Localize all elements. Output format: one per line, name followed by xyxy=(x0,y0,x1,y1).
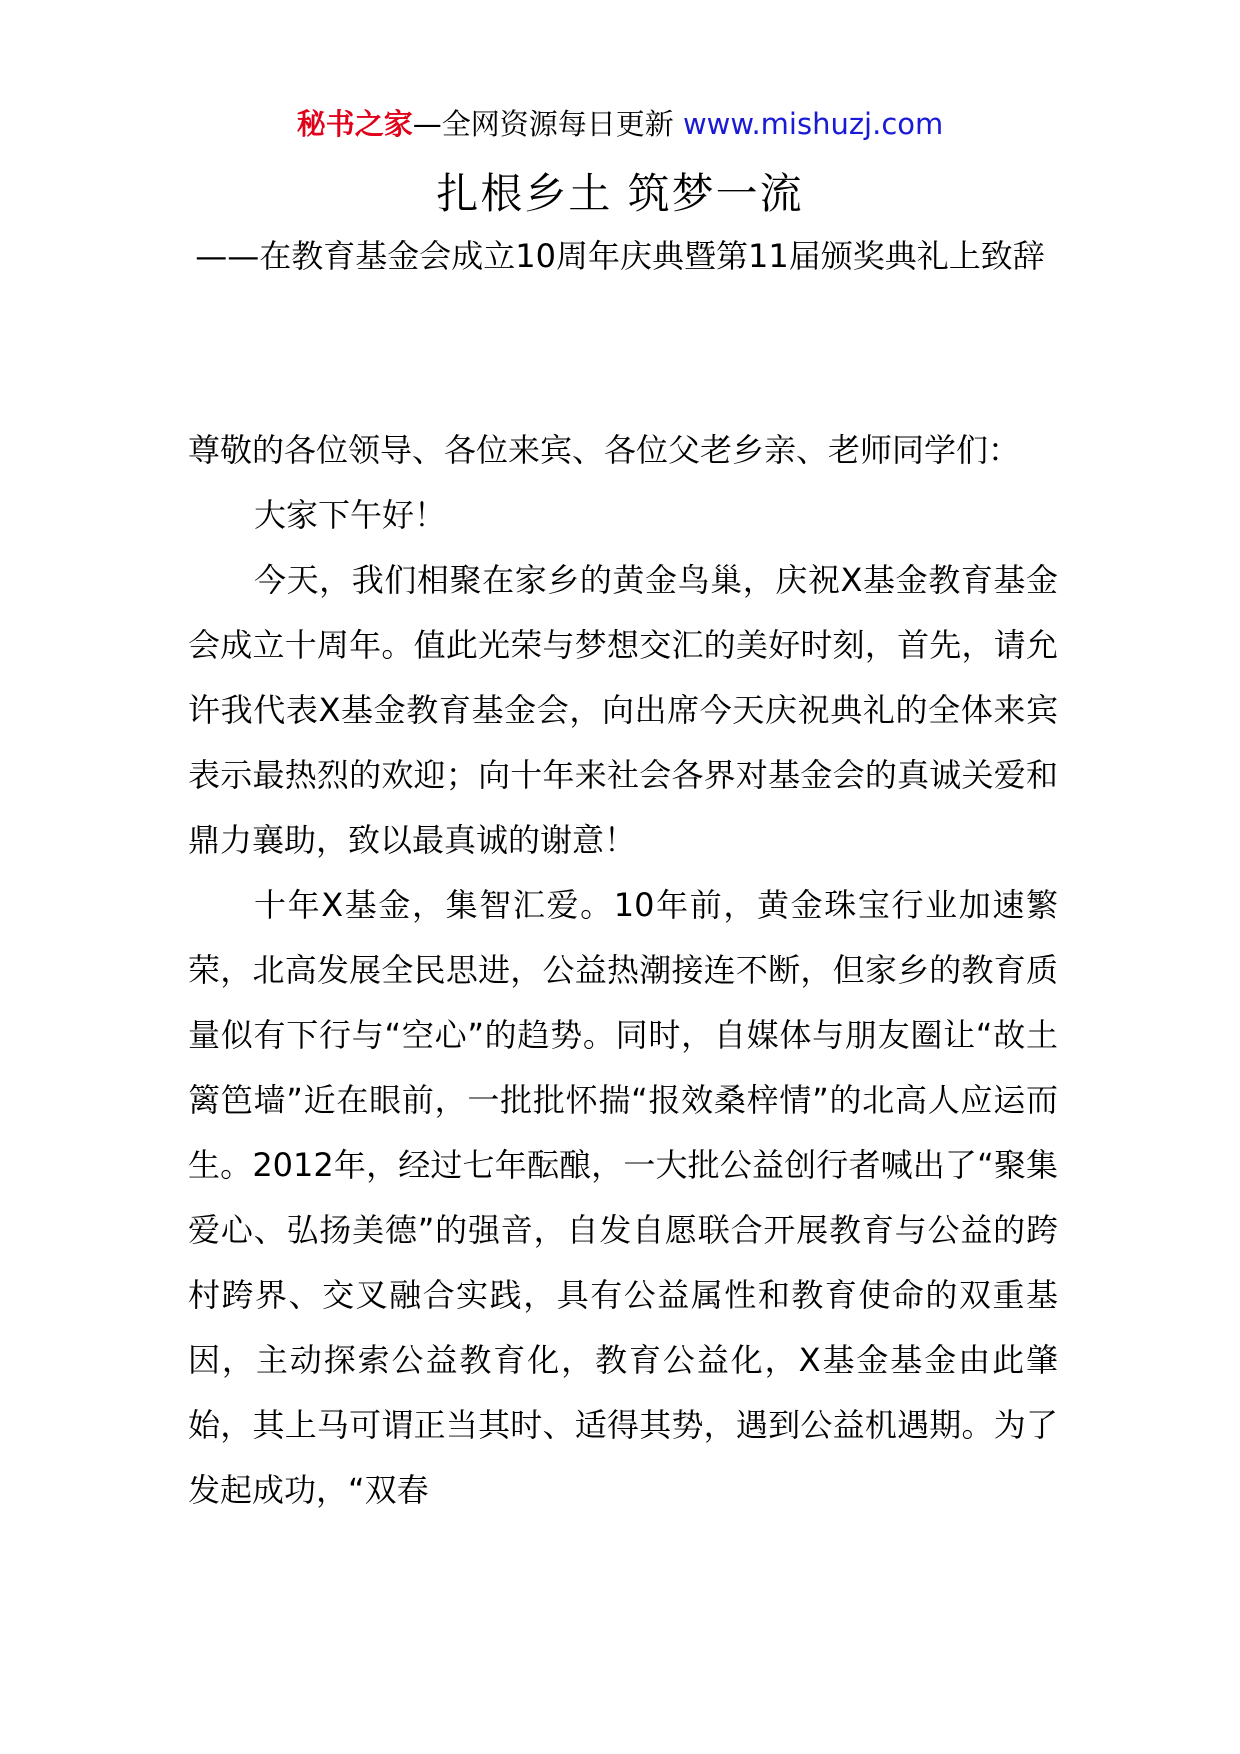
site-header xyxy=(0,100,1240,148)
document-title: 扎根乡土 筑梦一流 xyxy=(436,169,804,218)
document-subtitle: ——在教育基金会成立10周年庆典暨第11届颁奖典礼上致辞 xyxy=(195,237,1045,275)
salutation: 尊敬的各位领导、各位来宾、各位父老乡亲、老师同学们： xyxy=(188,431,1021,469)
document-body xyxy=(188,418,1058,1523)
greeting: 大家下午好！ xyxy=(254,496,447,534)
paragraph: 今天，我们相聚在家乡的黄金鸟巢，庆祝X基金教育基金会成立十周年。值此光荣与梦想交汇的美好时刻，首先，请允许我代表X基金教育基金会，向出席今天庆祝典礼的全体来宾表示最热烈的欢迎；向十年来社会各界对基金会的真诚关爱和鼎力襄助，致以最真诚的谢意！ xyxy=(188,561,1058,859)
site-tagline: —全网资源每日更新 xyxy=(412,107,683,141)
paragraph: 十年X基金，集智汇爱。10年前，黄金珠宝行业加速繁荣，北高发展全民思进，公益热潮接连不断，但家乡的教育质量似有下行与“空心”的趋势。同时，自媒体与朋友圈让“故土篱笆墙”近在眼前，一批批怀揣“报效桑梓情”的北高人应运而生。2012年，经过七年酝酿，一大批公益创行者喊出了“聚集爱心、弘扬美德”的强音，自发自愿联合开展教育与公益的跨村跨界、交叉融合实践，具有公益属性和教育使命的双重基因，主动探索公益教育化，教育公益化，X基金基金由此肇始，其上马可谓正当其时、适得其势，遇到公益机遇期。为了发起成功，“双春 xyxy=(188,886,1058,1509)
site-name: 秘书之家 xyxy=(296,107,413,141)
site-url-link[interactable]: www.mishuzj.com xyxy=(682,107,944,141)
